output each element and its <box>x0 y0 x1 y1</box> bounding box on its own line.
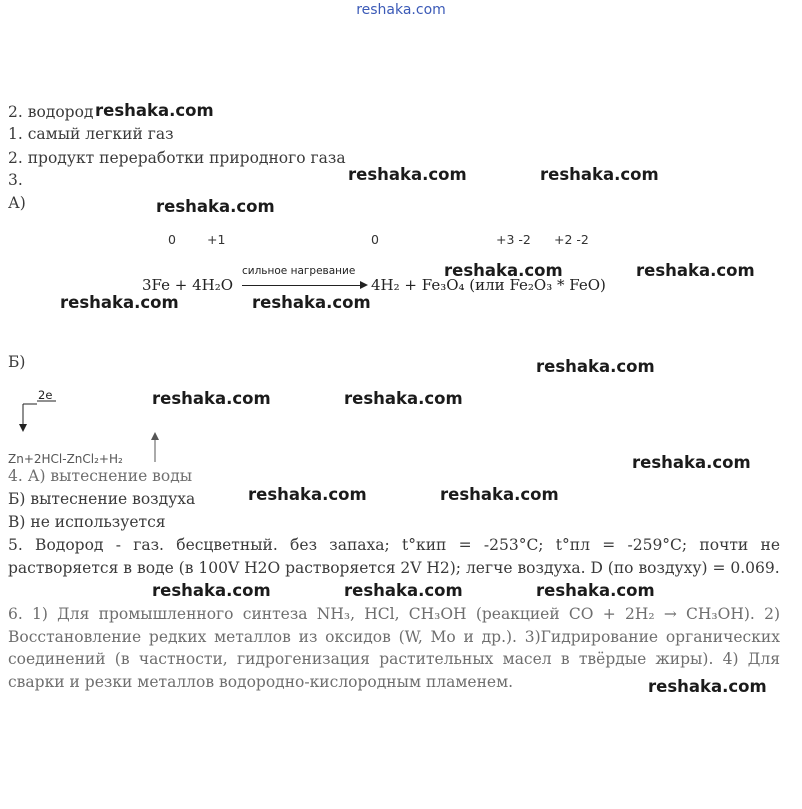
ox-state-fe3o4: +3 -2 <box>496 232 531 247</box>
ox-state-feo: +2 -2 <box>554 232 589 247</box>
watermark: reshaka.com <box>248 485 367 504</box>
watermark: reshaka.com <box>60 293 179 312</box>
watermark: reshaka.com <box>152 389 271 408</box>
watermark: reshaka.com <box>344 389 463 408</box>
reaction-a-products: 4H₂ + Fe₃O₄ (или Fe₂O₃ * FeO) <box>371 276 606 294</box>
watermark: reshaka.com <box>636 261 755 280</box>
answer-4-b: Б) вытеснение воздуха <box>8 490 196 508</box>
ox-state-fe: 0 <box>168 232 176 247</box>
watermark: reshaka.com <box>540 165 659 184</box>
answer-4-c: В) не используется <box>8 513 166 531</box>
answer-2-point-1: 1. самый легкий газ <box>8 125 174 143</box>
reaction-a-reactants: 3Fe + 4H₂O <box>142 276 234 294</box>
ox-state-h2: 0 <box>371 232 379 247</box>
watermark: reshaka.com <box>536 357 655 376</box>
watermark: reshaka.com <box>444 261 563 280</box>
watermark: reshaka.com <box>632 453 751 472</box>
answer-6-paragraph: 6. 1) Для промышленного синтеза NH₃, HCl, CH₃OH (реакцией CO + 2H₂ → CH₃OH). 2) Восстановление редких металлов из оксидов (W, Mo и др.). 3)Гидрирование органических соединений (в частности, гидрогенизация растительных масел в твёрдые жиры). 4) Для сварки и резки металлов водородно-кислородным пламенем. <box>8 605 780 691</box>
answer-2-line: 2. водород <box>8 103 94 121</box>
reaction-b-equation: Zn+2HCl-ZnCl₂+H₂ <box>8 452 123 466</box>
answer-5-paragraph: 5. Водород - газ. бесцветный. без запаха; t°кип = -253°С; t°пл = -259°С; почти не растворяется в воде (в 100V Н2О растворяется 2V Н2); легче воздуха. D (по воздуху) = 0.069. <box>8 536 780 577</box>
watermark: reshaka.com <box>152 581 271 600</box>
watermark: reshaka.com <box>440 485 559 504</box>
answer-3-label: 3. <box>8 171 23 189</box>
ox-state-h: +1 <box>207 232 226 247</box>
watermark: reshaka.com <box>648 677 767 696</box>
electron-label: 2e <box>38 388 53 402</box>
watermark: reshaka.com <box>156 197 275 216</box>
reaction-a-condition: сильное нагревание <box>242 265 356 277</box>
watermark: reshaka.com <box>344 581 463 600</box>
part-a-label: А) <box>8 194 26 212</box>
watermark: reshaka.com <box>348 165 467 184</box>
watermark: reshaka.com <box>95 101 214 120</box>
answer-2-point-2: 2. продукт переработки природного газа <box>8 149 346 167</box>
part-b-label: Б) <box>8 353 26 371</box>
watermark: reshaka.com <box>536 581 655 600</box>
answer-4-a: 4. А) вытеснение воды <box>8 467 193 485</box>
site-header[interactable]: reshaka.com <box>356 2 446 18</box>
watermark: reshaka.com <box>252 293 371 312</box>
